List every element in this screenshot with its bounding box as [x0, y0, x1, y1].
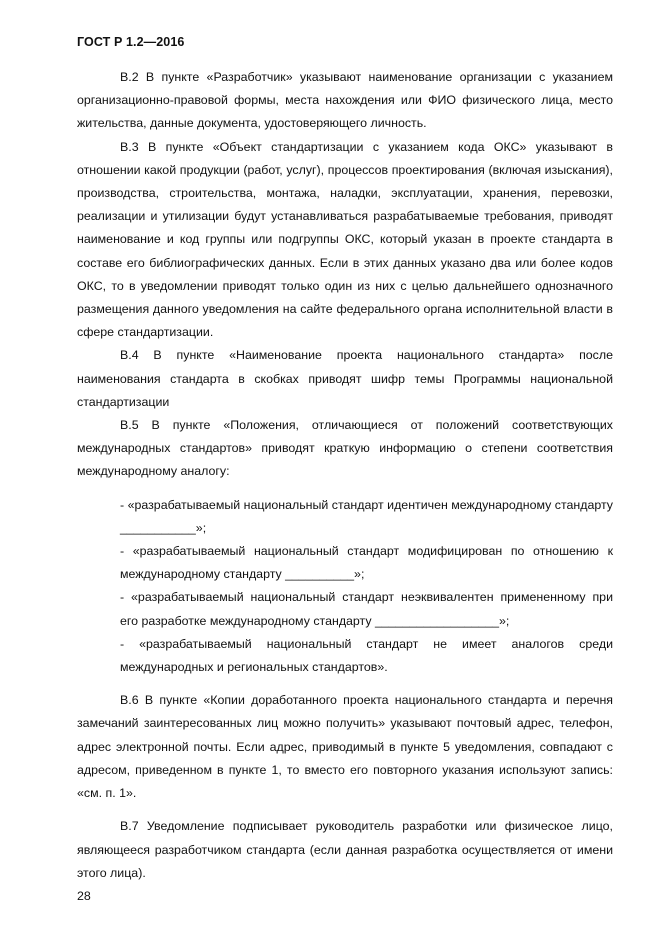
paragraph-b7: В.7 Уведомление подписывает руководитель разработки или физическое лицо, являющееся разработчиком стандарта (если данная разработка осуществляется от имени этого лица). [77, 819, 613, 880]
page-number: 28 [77, 889, 91, 903]
paragraph-b2: В.2 В пункте «Разработчик» указывают наименование организации с указанием организационно-правовой формы, места нахождения или ФИО физического лица, место жительства, данные документа, удостоверяющего личность. [77, 70, 613, 131]
list-item-no-analogues: - «разрабатываемый национальный стандарт не имеет аналогов среди международных и региональных стандартов». [120, 636, 613, 675]
paragraph-b5: В.5 В пункте «Положения, отличающиеся от положений соответствующих международных стандартов» приводят краткую информацию о степени соответствия международному аналогу: [77, 418, 613, 479]
paragraph-b4: В.4 В пункте «Наименование проекта национального стандарта» после наименования стандарта в скобках приводят шифр темы Программы национальной стандартизации [77, 348, 613, 409]
document-header: ГОСТ Р 1.2—2016 [77, 35, 185, 49]
paragraph-b6: В.6 В пункте «Копии доработанного проекта национального стандарта и перечня замечаний заинтересованных лиц можно получить» указывают почтовый адрес, телефон, адрес электронной почты. Если адрес, приводимый в пункте 5 уведомления, совпадают с адресом, приведенном в пункте 1, то вместо его повторного указания используют запись: «см. п. 1». [77, 693, 613, 801]
list-item-identical: - «разрабатываемый национальный стандарт идентичен международному стандарту ___________»; [120, 497, 613, 535]
list-item-modified: - «разрабатываемый национальный стандарт модифицирован по отношению к международному стандарту __________»; [120, 544, 613, 582]
list-item-nonequivalent: - «разрабатываемый национальный стандарт неэквивалентен примененному при его разработке международному стандарту __________________»; [120, 590, 613, 628]
paragraph-b3: В.3 В пункте «Объект стандартизации с указанием кода ОКС» указывают в отношении какой продукции (работ, услуг), процессов проектирования (включая изыскания), производства, строительства, монтажа, наладки, эксплуатации, хранения, перевозки, реализации и утилизации будут устанавливаться разрабатываемые требования, приводят наименование и код группы или подгруппы ОКС, который указан в проекте стандарта в составе его библиографических данных. Если в этих данных указано два или более кодов ОКС, то в уведомлении приводят только один из них с целью дальнейшего однозначного размещения данного уведомления на сайте федерального органа исполнительной власти в сфере стандартизации. [77, 139, 613, 340]
document-body [77, 66, 613, 885]
